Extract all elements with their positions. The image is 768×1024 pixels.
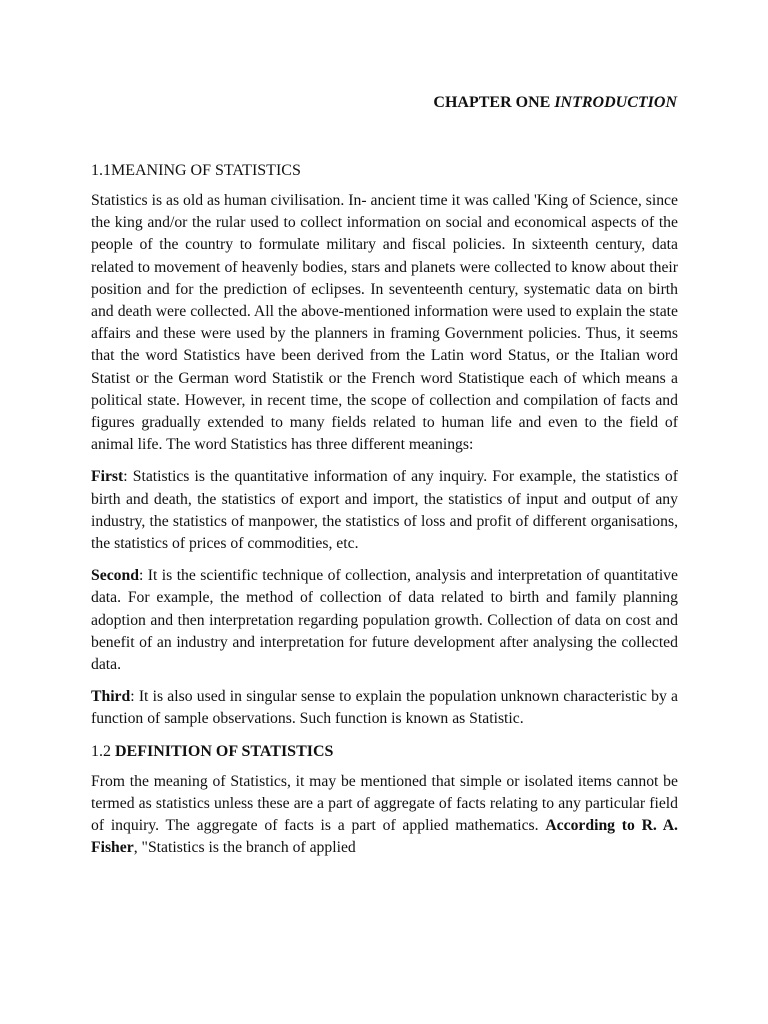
second-label: Second [91,567,139,585]
definition-text-before: From the meaning of Statistics, it may be mentioned that simple or isolated items cannot be termed as statistics unless these are a part of aggregate of facts relating to any particular field of inquiry. The aggregate of facts is a part of applied mathematics. [91,772,678,835]
chapter-heading [433,92,677,114]
second-text: : It is the scientific technique of collection, analysis and interpretation of quantitative data. For example, the method of collection of data related to birth and family planning adoption and then interpretation regarding population growth. Collection of data on cost and benefit of an industry and interpretation for future development after analysing the collected data. [91,567,678,674]
paragraph-third [91,686,678,730]
document-body [91,160,678,869]
section-number: 1.2 [91,742,111,760]
chapter-title: INTRODUCTION [554,94,677,111]
paragraph-first [91,466,678,555]
definition-text-after: , "Statistics is the branch of applied [133,839,356,857]
chapter-label: CHAPTER ONE [433,94,551,111]
paragraph-second [91,565,678,676]
third-label: Third [91,688,131,706]
section-heading-meaning: 1.1MEANING OF STATISTICS [91,162,301,179]
definition-bold-reference: According to R. A. Fisher [91,817,678,857]
first-text: : Statistics is the quantitative information of any inquiry. For example, the statistics of birth and death, the statistics of export and import, the statistics of input and output of any industry, the statistics of manpower, the statistics of loss and profit of different organisations, the statistics of prices of commodities, etc. [91,468,678,553]
section-heading-definition [91,741,678,763]
section-title-definition: DEFINITION OF STATISTICS [115,742,334,760]
paragraph-intro: Statistics is as old as human civilisation. In- ancient time it was called 'King of Science, since the king and/or the rular used to collect information on social and economical aspects of the people of the country to formulate military and fiscal policies. In sixteenth century, data related to movement of heavenly bodies, stars and planets were collected to know about their position and for the prediction of eclipses. In seventeenth century, systematic data on birth and death were collected. All the above-mentioned information were used to explain the state affairs and these were used by the planners in framing Government policies. Thus, it seems that the word Statistics have been derived from the Latin word Status, or the Italian word Statist or the German word Statistik or the French word Statistique each of which means a political state. However, in recent time, the scope of collection and compilation of facts and figures gradually extended to many fields related to human life and even to the field of animal life. The word Statistics has three different meanings: [91,192,678,454]
third-text: : It is also used in singular sense to explain the population unknown characteristic by a function of sample observations. Such function is known as Statistic. [91,688,678,728]
paragraph-definition [91,771,678,860]
first-label: First [91,468,124,486]
